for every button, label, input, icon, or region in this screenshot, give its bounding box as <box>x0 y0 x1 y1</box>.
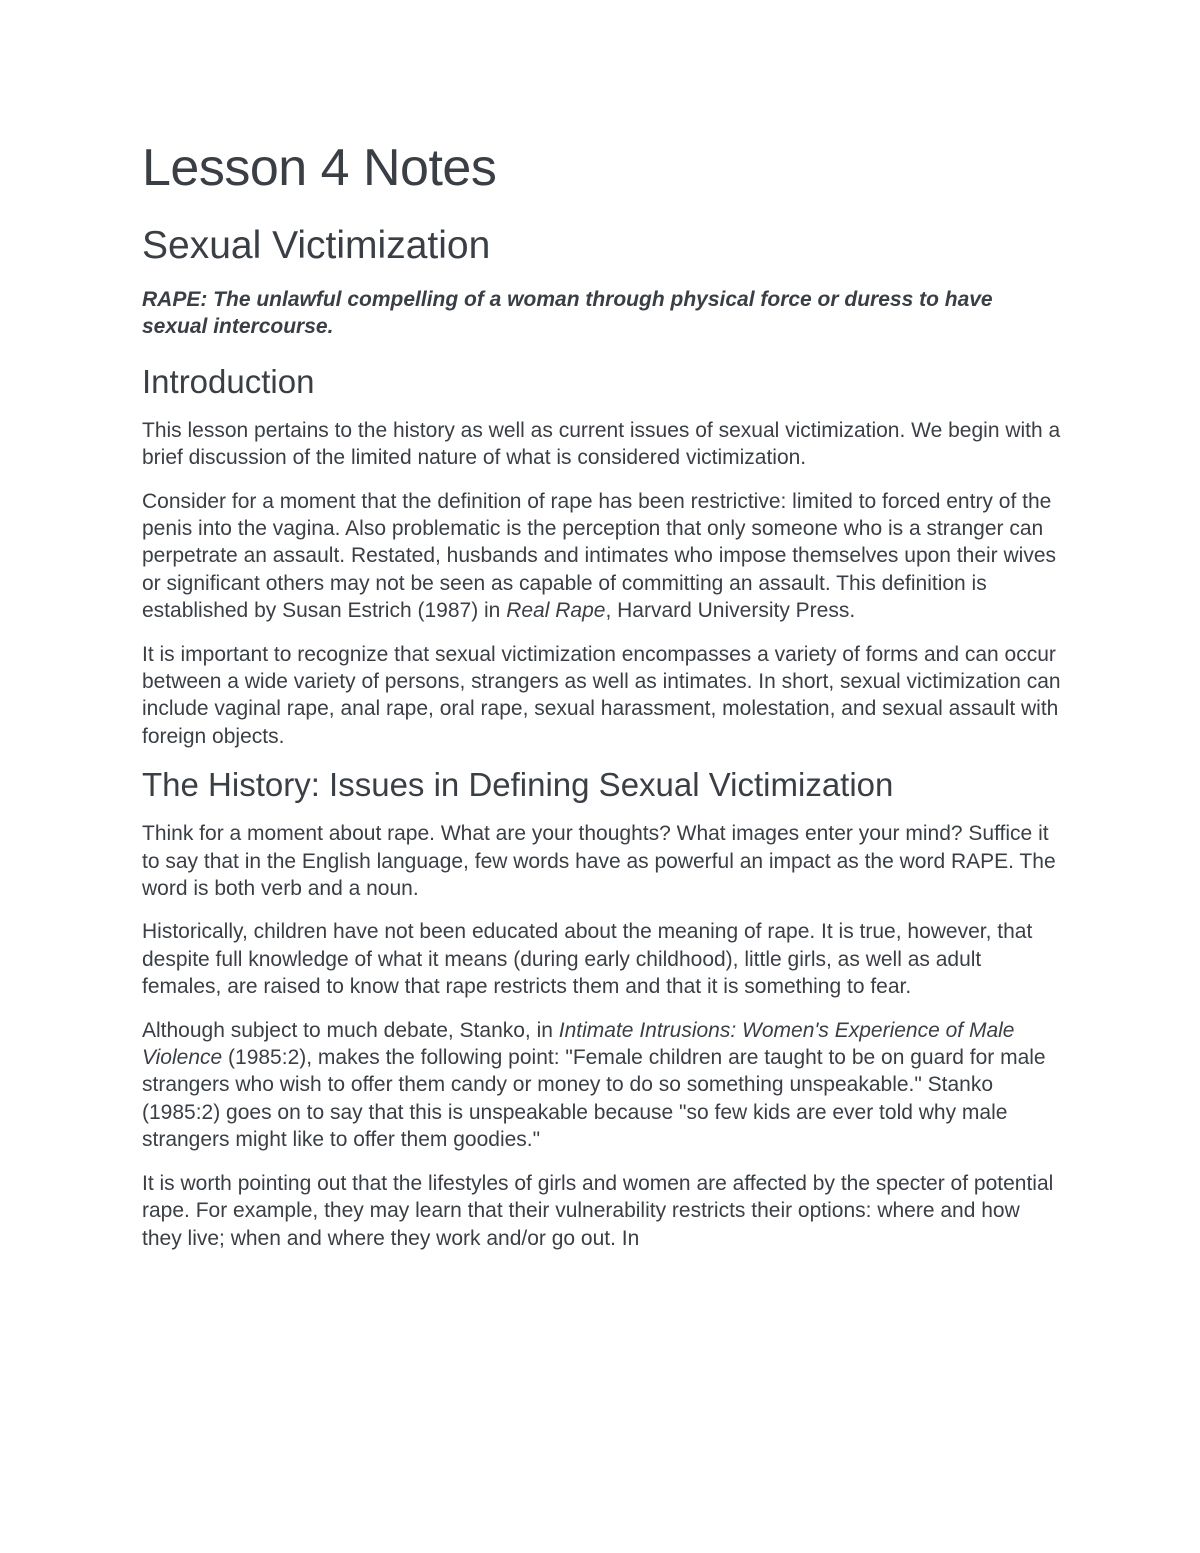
history-paragraph-3-text: Although subject to much debate, Stanko, in <box>142 1018 559 1042</box>
history-paragraph-3-tail: (1985:2), makes the following point: "Female children are taught to be on guard for male strangers who wish to offer them candy or money to do so something unspeakable." Stanko (1985:2) goes on to say that this is unspeakable because "so few kids are ever told why male strangers might like to offer them goodies." <box>142 1046 1046 1152</box>
book-title-intimate-intrusions: Intimate Intrusions: Women's Experience of Male Violence <box>142 1018 1015 1070</box>
intro-paragraph-2-tail: , Harvard University Press. <box>605 599 856 623</box>
page-subtitle: Sexual Victimization <box>142 224 491 268</box>
intro-paragraph-1: This lesson pertains to the history as well as current issues of sexual victimization. We begin with a brief discussion of the limited nature of what is considered victimization. <box>142 418 1061 470</box>
history-paragraph-2: Historically, children have not been educated about the meaning of rape. It is true, however, that despite full knowledge of what it means (during early childhood), little girls, as well as adult females, are raised to know that rape restricts them and that it is something to fear. <box>142 920 1033 999</box>
intro-paragraph-2-text: Consider for a moment that the definition of rape has been restrictive: limited to forced entry of the penis into the vagina. Also problematic is the perception that only someone who is a stranger can perpetrate an assault. Restated, husbands and intimates who impose themselves upon their wives or significant others may not be seen as capable of committing an assault. This definition is established by Susan Estrich (1987) in <box>142 489 1057 623</box>
rape-definition: RAPE: The unlawful compelling of a woman through physical force or duress to have sexual intercourse. <box>142 288 993 339</box>
section-heading-introduction: Introduction <box>142 362 315 400</box>
intro-paragraph-3: It is important to recognize that sexual victimization encompasses a variety of forms and can occur between a wide variety of persons, strangers as well as intimates. In short, sexual victimization can include vaginal rape, anal rape, oral rape, sexual harassment, molestation, and sexual assault with foreign objects. <box>142 642 1061 748</box>
page-title: Lesson 4 Notes <box>142 139 497 197</box>
history-paragraph-4: It is worth pointing out that the lifestyles of girls and women are affected by the specter of potential rape. For example, they may learn that their vulnerability restricts their options: where and how they live; when and where they work and/or go out. In <box>142 1171 1054 1250</box>
history-paragraph-1: Think for a moment about rape. What are your thoughts? What images enter your mind? Suffice it to say that in the English language, few words have as powerful an impact as the word RAPE. The word is both verb and a noun. <box>142 822 1056 901</box>
section-heading-history: The History: Issues in Defining Sexual Victimization <box>142 766 894 804</box>
book-title-real-rape: Real Rape <box>506 599 606 623</box>
document-page <box>142 140 1062 1268</box>
history-paragraph-3 <box>142 1017 1062 1154</box>
intro-paragraph-2 <box>142 488 1062 625</box>
